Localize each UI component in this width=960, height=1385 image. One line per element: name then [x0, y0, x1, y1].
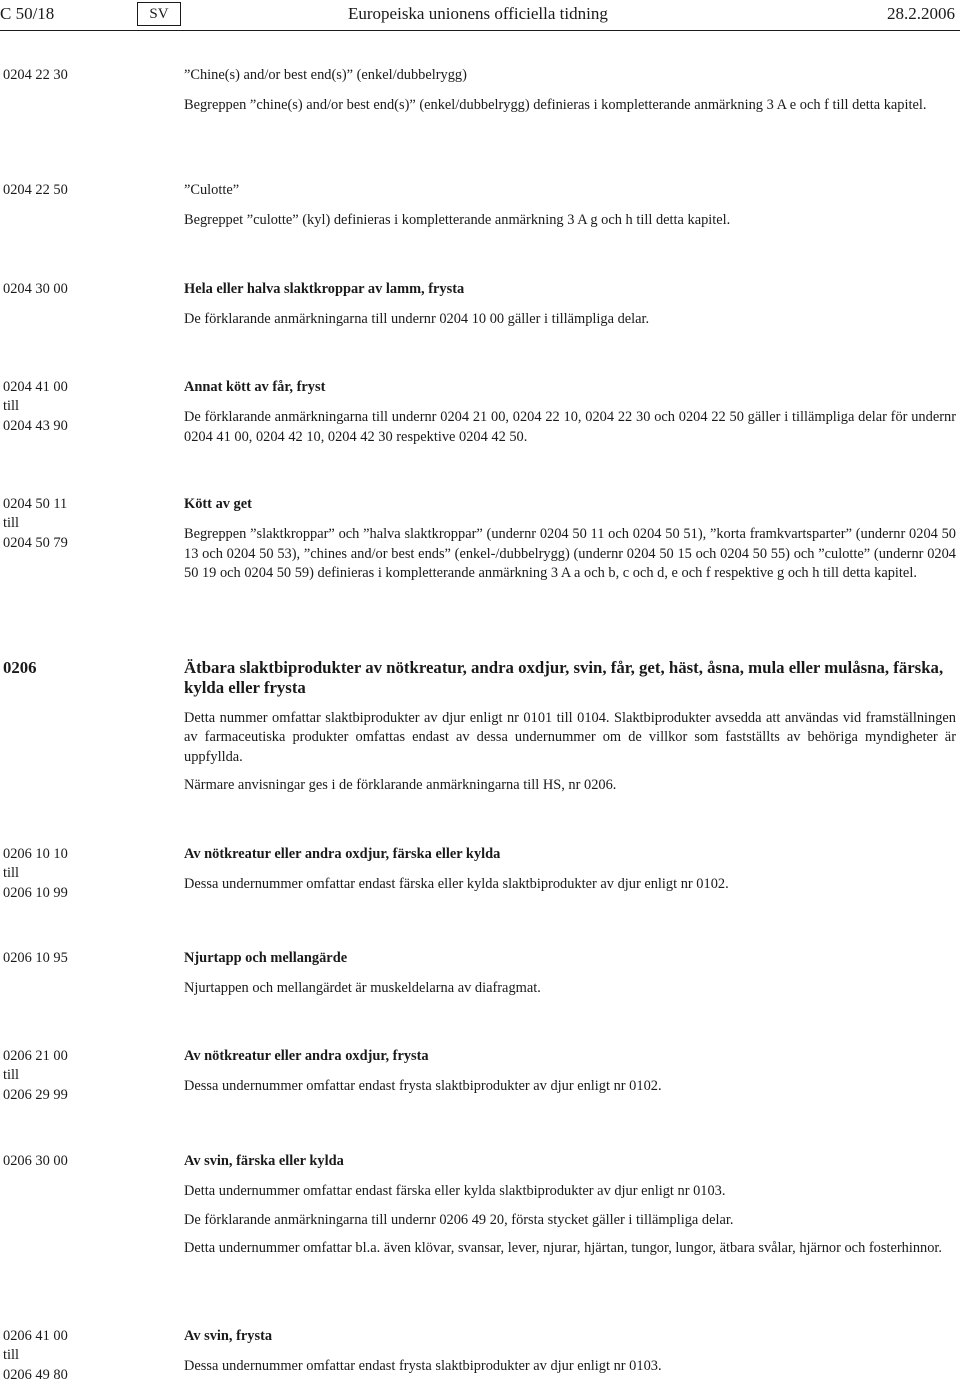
code-line: 0206 49 80 — [3, 1366, 68, 1383]
entry-paragraph: Detta nummer omfattar slaktbiprodukter av djur enligt nr 0101 till 0104. Slaktbiprodukter avsedda att användas vid framställningen av farmaceutiska produkter omfattas endast av dessa undernummer om de villkor som fastställts av behöriga myndigheter är uppfyllda. — [184, 710, 956, 765]
code-line: till — [3, 865, 19, 882]
entry-paragraph: Dessa undernummer omfattar endast frysta slaktbiprodukter av djur enligt nr 0103. — [184, 1358, 662, 1375]
entry-title: Av svin, frysta — [184, 1328, 273, 1344]
entry-title: Hela eller halva slaktkroppar av lamm, frysta — [184, 281, 465, 297]
entry-title: Ätbara slaktbiprodukter av nötkreatur, andra oxdjur, svin, får, get, häst, åsna, mula eller mulåsna, färska, kylda eller frysta — [184, 658, 944, 697]
entry-paragraph: Begreppet ”culotte” (kyl) definieras i kompletterande anmärkning 3 A g och h till detta kapitel. — [184, 212, 731, 229]
entry-codes — [3, 66, 163, 85]
code-line: till — [3, 1347, 19, 1364]
entry-paragraph: Dessa undernummer omfattar endast färska eller kylda slaktbiprodukter av djur enligt nr 0102. — [184, 876, 729, 893]
entry-codes — [3, 845, 163, 903]
entry-body — [184, 495, 956, 584]
entry-paragraph: Begreppen ”slaktkroppar” och ”halva slaktkroppar” (undernr 0204 50 11 och 0204 50 51), ”korta framkvartsparter” (undernr 0204 50 13 och 0204 50 53), ”chines and/or best ends” (enkel-/dubbelrygg) (undernr 0204 50 15 och 0204 50 55) och ”culotte” (undernr 0204 50 19 och 0204 50 59) definieras i kompletterande anmärkning 3 A a och b, c och d, e och f respektive g och h till detta kapitel. — [184, 526, 956, 582]
entry-body — [184, 66, 956, 116]
entry-paragraph: Närmare anvisningar ges i de förklarande anmärkningarna till HS, nr 0206. — [184, 777, 617, 794]
entry-paragraph: De förklarande anmärkningarna till undernr 0206 49 20, första stycket gäller i tillämpliga delar. — [184, 1211, 734, 1228]
code-line: 0206 41 00 — [3, 1328, 68, 1344]
code-line: 0204 41 00 — [3, 379, 68, 395]
entry-body — [184, 378, 956, 447]
code-line: 0206 29 99 — [3, 1086, 68, 1103]
code-line: 0206 10 99 — [3, 884, 68, 901]
entry-body — [184, 845, 956, 895]
code-line: 0206 — [3, 658, 37, 677]
entry-body — [184, 1327, 956, 1377]
entry-codes — [3, 658, 163, 678]
code-line: 0206 10 10 — [3, 846, 68, 862]
entry-title: Njurtapp och mellangärde — [184, 950, 348, 966]
journal-title: Europeiska unionens officiella tidning — [348, 4, 608, 23]
entry-paragraph: De förklarande anmärkningarna till undernr 0204 10 00 gäller i tillämpliga delar. — [184, 311, 650, 328]
entry-paragraph: Dessa undernummer omfattar endast frysta slaktbiprodukter av djur enligt nr 0102. — [184, 1078, 662, 1095]
entry-title: Kött av get — [184, 496, 252, 512]
entry-codes — [3, 280, 163, 299]
entry-body — [184, 1047, 956, 1097]
code-line: 0204 43 90 — [3, 417, 68, 434]
page-header — [0, 0, 960, 30]
entry-title: Annat kött av får, fryst — [184, 379, 326, 395]
entry-body — [184, 949, 956, 999]
entry-paragraph: Detta undernummer omfattar endast färska eller kylda slaktbiprodukter av djur enligt nr 0103. — [184, 1183, 726, 1200]
code-line: 0206 30 00 — [3, 1153, 68, 1169]
journal-reference: C 50/18 — [0, 4, 55, 23]
code-line: 0204 50 11 — [3, 496, 68, 512]
code-line: 0204 30 00 — [3, 281, 68, 297]
entry-title: ”Culotte” — [184, 182, 240, 198]
entry-paragraph: Njurtappen och mellangärdet är muskeldelarna av diafragmat. — [184, 980, 541, 997]
code-line: 0206 21 00 — [3, 1048, 68, 1064]
entry-title: ”Chine(s) and/or best end(s)” (enkel/dubbelrygg) — [184, 67, 467, 83]
entry-codes — [3, 378, 163, 436]
code-line: 0204 22 30 — [3, 67, 68, 83]
entry-title: Av nötkreatur eller andra oxdjur, frysta — [184, 1048, 429, 1064]
header-rule — [0, 30, 960, 31]
entry-title: Av nötkreatur eller andra oxdjur, färska eller kylda — [184, 846, 501, 862]
entry-paragraph: Detta undernummer omfattar bl.a. även klövar, svansar, lever, njurar, hjärtan, tungor, lungor, ätbara svålar, hjärnor och fosterhinnor. — [184, 1240, 942, 1257]
publication-date: 28.2.2006 — [887, 4, 955, 23]
entry-codes — [3, 181, 163, 200]
code-line: 0204 50 79 — [3, 534, 68, 551]
code-line: 0206 10 95 — [3, 950, 68, 966]
code-line: till — [3, 398, 19, 415]
entry-title: Av svin, färska eller kylda — [184, 1153, 344, 1169]
entry-codes — [3, 949, 163, 968]
entry-body — [184, 658, 956, 796]
code-line: till — [3, 515, 19, 532]
entry-codes — [3, 1327, 163, 1385]
entry-body — [184, 280, 956, 330]
language-box: SV — [137, 2, 181, 26]
entry-codes — [3, 495, 163, 553]
entry-paragraph: De förklarande anmärkningarna till undernr 0204 21 00, 0204 22 10, 0204 22 30 och 0204 22 50 gäller i tillämpliga delar för undernr 0204 41 00, 0204 42 10, 0204 42 30 respektive 0204 42 50. — [184, 409, 956, 445]
entry-paragraph: Begreppen ”chine(s) and/or best end(s)” (enkel/dubbelrygg) definieras i kompletterande anmärkning 3 A e och f till detta kapitel. — [184, 97, 927, 114]
code-line: till — [3, 1067, 19, 1084]
entry-codes — [3, 1047, 163, 1105]
entry-codes — [3, 1152, 163, 1171]
entry-body — [184, 1152, 956, 1259]
code-line: 0204 22 50 — [3, 182, 68, 198]
entry-body — [184, 181, 956, 231]
